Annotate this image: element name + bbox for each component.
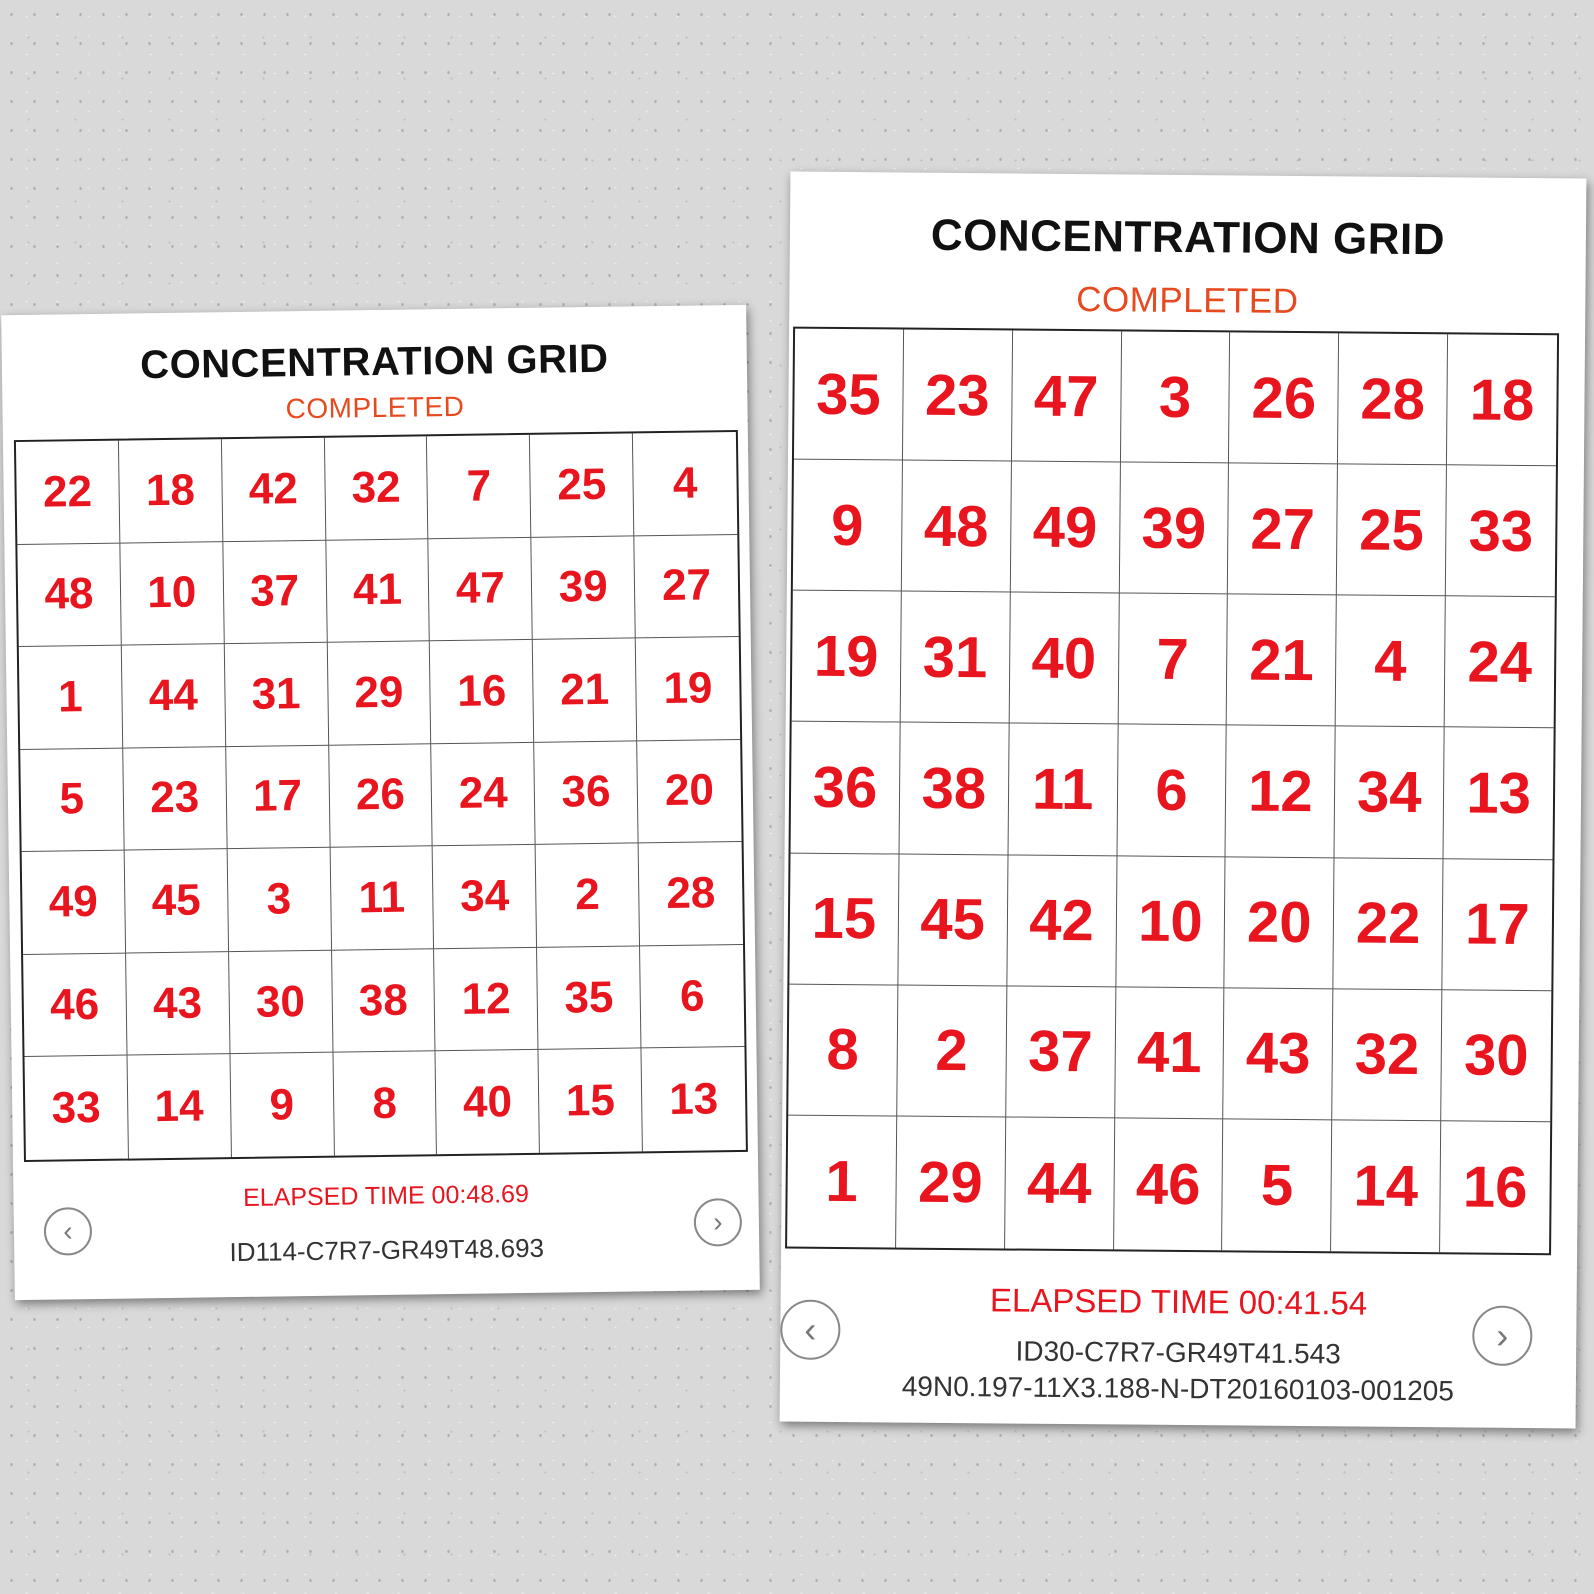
grid-cell[interactable]: 19 — [792, 591, 902, 723]
grid-cell[interactable]: 3 — [227, 848, 331, 952]
grid-cell[interactable]: 25 — [530, 433, 634, 537]
grid-cell[interactable]: 36 — [534, 741, 638, 845]
number-grid — [14, 430, 748, 1162]
grid-cell[interactable]: 6 — [640, 945, 744, 1049]
grid-cell[interactable]: 38 — [899, 723, 1009, 855]
grid-cell[interactable]: 2 — [536, 844, 640, 948]
grid-cell[interactable]: 11 — [1008, 724, 1118, 856]
grid-cell[interactable]: 37 — [223, 540, 327, 644]
grid-cell[interactable]: 2 — [897, 985, 1007, 1117]
grid-cell[interactable]: 15 — [789, 853, 899, 985]
grid-cell[interactable]: 9 — [793, 460, 903, 592]
grid-cell[interactable]: 48 — [17, 543, 121, 647]
grid-cell[interactable]: 18 — [119, 439, 223, 543]
grid-cell[interactable]: 48 — [902, 461, 1012, 593]
grid-cell[interactable]: 6 — [1117, 725, 1227, 857]
grid-card-right — [780, 172, 1587, 1429]
grid-cell[interactable]: 26 — [1229, 332, 1339, 464]
grid-cell[interactable]: 46 — [23, 953, 127, 1057]
grid-cell[interactable]: 13 — [668, 1074, 719, 1124]
grid-cell[interactable]: 11 — [330, 847, 434, 951]
grid-cell[interactable]: 34 — [1335, 727, 1445, 859]
grid-cell[interactable]: 29 — [327, 641, 431, 745]
grid-cell[interactable]: 49 — [1011, 462, 1121, 594]
grid-cell[interactable]: 45 — [898, 854, 1008, 986]
grid-cell[interactable]: 47 — [429, 537, 533, 641]
grid-cell[interactable]: 4 — [633, 432, 737, 536]
grid-cell[interactable]: 36 — [791, 722, 901, 854]
grid-cell[interactable]: 29 — [896, 1116, 1006, 1248]
card-title: CONCENTRATION GRID — [139, 336, 609, 388]
grid-cell[interactable]: 38 — [332, 949, 436, 1053]
grid-cell[interactable]: 10 — [1116, 856, 1226, 988]
elapsed-time: ELAPSED TIME 00:41.54 — [989, 1281, 1368, 1322]
grid-cell[interactable]: 22 — [16, 441, 120, 545]
grid-cell[interactable]: 4 — [1336, 596, 1446, 728]
grid-cell[interactable]: 43 — [126, 952, 230, 1056]
grid-cell[interactable]: 22 — [1334, 858, 1444, 990]
grid-cell[interactable]: 39 — [1119, 463, 1229, 595]
chevron-left-icon: ‹ — [63, 1215, 73, 1247]
grid-cell[interactable]: 35 — [537, 946, 641, 1050]
grid-cell[interactable]: 43 — [1224, 988, 1334, 1120]
grid-cell[interactable]: 40 — [436, 1050, 540, 1154]
grid-cell[interactable]: 26 — [329, 744, 433, 848]
grid-cell[interactable]: 34 — [433, 845, 537, 949]
grid-cell[interactable]: 33 — [1446, 465, 1556, 597]
grid-cell[interactable]: 12 — [434, 948, 538, 1052]
grid-cell[interactable]: 16 — [430, 640, 534, 744]
grid-cell[interactable]: 27 — [1228, 464, 1338, 596]
grid-cell[interactable]: 1 — [787, 1115, 897, 1247]
grid-cell[interactable]: 17 — [226, 745, 330, 849]
status-label: COMPLETED — [285, 390, 465, 425]
chevron-right-icon: › — [1496, 1314, 1509, 1356]
session-id: ID30-C7R7-GR49T41.543 — [1015, 1335, 1341, 1370]
grid-cell[interactable]: 13 — [1444, 728, 1554, 860]
chevron-left-icon: ‹ — [804, 1308, 817, 1350]
grid-cell[interactable]: 31 — [224, 643, 328, 747]
grid-cell[interactable]: 15 — [539, 1049, 643, 1153]
grid-cell[interactable]: 42 — [1007, 855, 1117, 987]
grid-cell[interactable]: 8 — [333, 1052, 437, 1156]
grid-cell[interactable]: 12 — [1226, 726, 1336, 858]
grid-cell[interactable]: 33 — [25, 1056, 129, 1160]
grid-cell[interactable]: 19 — [636, 637, 740, 741]
status-label: COMPLETED — [1076, 280, 1299, 321]
grid-cell[interactable]: 44 — [1005, 1117, 1115, 1249]
grid-cell[interactable]: 27 — [634, 535, 738, 639]
grid-cell[interactable]: 41 — [326, 539, 430, 643]
number-grid — [785, 327, 1559, 1256]
grid-cell[interactable]: 23 — [123, 747, 227, 851]
grid-cell[interactable]: 47 — [1012, 330, 1122, 462]
grid-cell[interactable]: 46 — [1114, 1118, 1224, 1250]
grid-cell[interactable]: 1 — [19, 646, 123, 750]
grid-cell[interactable]: 5 — [20, 748, 124, 852]
grid-cell[interactable]: 5 — [1222, 1119, 1332, 1251]
chevron-right-icon: › — [712, 1206, 723, 1238]
grid-cell[interactable]: 23 — [903, 330, 1013, 462]
grid-cell[interactable]: 37 — [1006, 986, 1116, 1118]
grid-cell[interactable]: 30 — [1441, 990, 1551, 1122]
grid-cell[interactable]: 21 — [533, 639, 637, 743]
grid-cell[interactable]: 7 — [427, 435, 531, 539]
grid-cell[interactable]: 32 — [1332, 989, 1442, 1121]
grid-cell[interactable]: 25 — [1337, 464, 1447, 596]
grid-cell[interactable]: 8 — [788, 984, 898, 1116]
grid-cell[interactable]: 14 — [1331, 1120, 1441, 1252]
grid-cell[interactable]: 40 — [1009, 593, 1119, 725]
next-button[interactable] — [1472, 1306, 1533, 1367]
grid-cell[interactable]: 42 — [222, 438, 326, 542]
grid-card-left — [1, 305, 760, 1300]
grid-cell[interactable]: 28 — [639, 842, 743, 946]
grid-cell[interactable]: 21 — [1227, 595, 1337, 727]
grid-cell[interactable]: 28 — [1338, 333, 1448, 465]
elapsed-time: ELAPSED TIME 00:48.69 — [242, 1179, 530, 1212]
grid-cell[interactable]: 35 — [794, 329, 904, 461]
grid-cell[interactable]: 20 — [637, 740, 741, 844]
grid-cell[interactable]: 9 — [230, 1053, 334, 1157]
grid-cell[interactable]: 31 — [901, 592, 1011, 724]
grid-cell[interactable]: 44 — [122, 644, 226, 748]
grid-cell[interactable]: 18 — [1447, 334, 1557, 466]
grid-cell[interactable]: 39 — [532, 536, 636, 640]
grid-cell[interactable]: 24 — [432, 743, 536, 847]
session-details: 49N0.197-11X3.188-N-DT20160103-001205 — [901, 1370, 1455, 1407]
grid-cell[interactable]: 24 — [1445, 597, 1555, 729]
grid-cell[interactable]: 41 — [1115, 987, 1225, 1119]
session-id: ID114-C7R7-GR49T48.693 — [229, 1232, 545, 1268]
grid-cell[interactable]: 7 — [1118, 594, 1228, 726]
grid-cell[interactable]: 45 — [124, 849, 228, 953]
grid-cell[interactable]: 20 — [1225, 857, 1335, 989]
grid-cell[interactable]: 30 — [229, 951, 333, 1055]
grid-cell[interactable]: 49 — [22, 851, 126, 955]
grid-cell[interactable]: 10 — [120, 542, 224, 646]
grid-cell[interactable]: 17 — [1442, 859, 1552, 991]
grid-cell[interactable]: 32 — [324, 436, 428, 540]
grid-cell[interactable]: 16 — [1462, 1154, 1528, 1220]
grid-cell[interactable]: 3 — [1121, 331, 1231, 463]
card-title: CONCENTRATION GRID — [930, 210, 1446, 265]
grid-cell[interactable]: 14 — [127, 1055, 231, 1159]
